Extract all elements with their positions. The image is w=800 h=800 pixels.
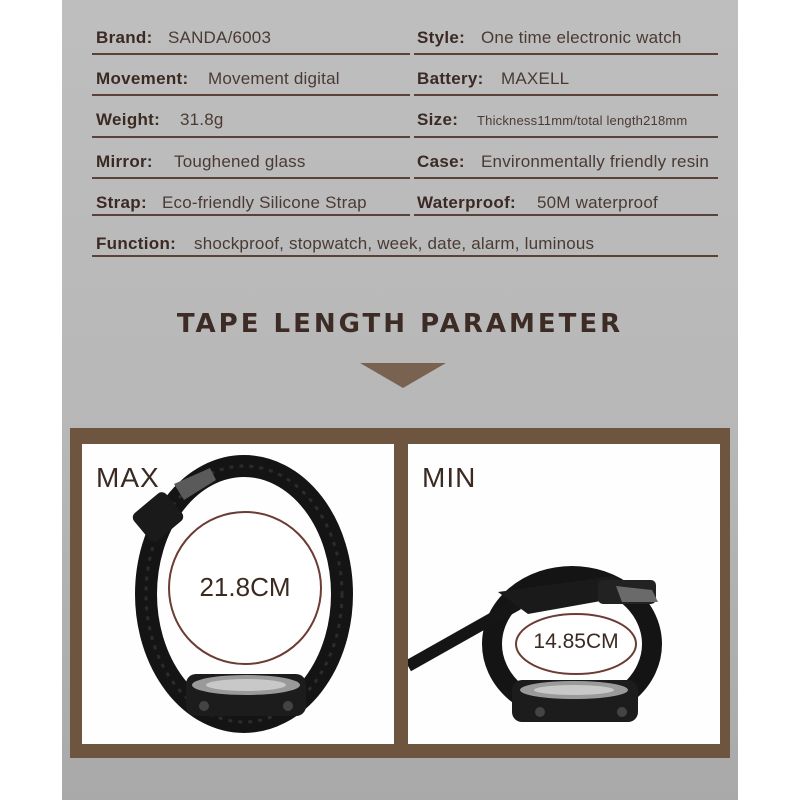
- spec-weight: [96, 96, 416, 136]
- spec-key: Mirror:: [96, 152, 153, 171]
- spec-key: Battery:: [417, 69, 484, 88]
- spec-key: Case:: [417, 152, 465, 171]
- spec-size: [417, 96, 727, 136]
- spec-value: One time electronic watch: [481, 28, 682, 47]
- spec-case: [417, 138, 737, 178]
- spec-value: 50M waterproof: [537, 193, 658, 212]
- spec-value: MAXELL: [501, 69, 570, 88]
- spec-movement: [96, 55, 416, 95]
- spec-strap: [96, 179, 416, 219]
- watch-min-illustration: [408, 444, 720, 744]
- divider: [92, 255, 718, 257]
- spec-value: shockproof, stopwatch, week, date, alarm, luminous: [194, 234, 595, 253]
- divider: [414, 214, 718, 216]
- spec-key: Strap:: [96, 193, 147, 212]
- spec-value: Environmentally friendly resin: [481, 152, 710, 171]
- spec-value: Movement digital: [208, 69, 340, 88]
- spec-style: [417, 14, 727, 54]
- spec-key: Movement:: [96, 69, 189, 88]
- spec-brand: [96, 14, 416, 54]
- max-measure: 21.8CM: [199, 572, 291, 602]
- spec-mirror: [96, 138, 416, 178]
- spec-key: Size:: [417, 110, 459, 129]
- spec-key: Weight:: [96, 110, 161, 129]
- min-length-photo: [408, 444, 720, 744]
- spec-key: Function:: [96, 234, 177, 253]
- down-arrow-icon: [360, 363, 446, 388]
- spec-value: SANDA/6003: [168, 28, 272, 47]
- spec-key: Style:: [417, 28, 466, 47]
- max-length-photo: [82, 444, 394, 744]
- spec-key: Waterproof:: [417, 193, 516, 212]
- divider: [92, 214, 410, 216]
- min-label: MIN: [422, 462, 477, 493]
- spec-key: Brand:: [96, 28, 153, 47]
- spec-value: Toughened glass: [174, 152, 306, 171]
- spec-value: 31.8g: [180, 110, 224, 129]
- spec-value: Eco-friendly Silicone Strap: [162, 193, 367, 212]
- spec-function: [96, 220, 716, 260]
- section-title: TAPE LENGTH PARAMETER: [176, 309, 624, 339]
- max-label: MAX: [96, 462, 160, 493]
- spec-waterproof: [417, 179, 727, 219]
- spec-value: Thickness11mm/total length218mm: [477, 113, 688, 128]
- min-measure: 14.85CM: [533, 630, 619, 653]
- spec-battery: [417, 55, 727, 95]
